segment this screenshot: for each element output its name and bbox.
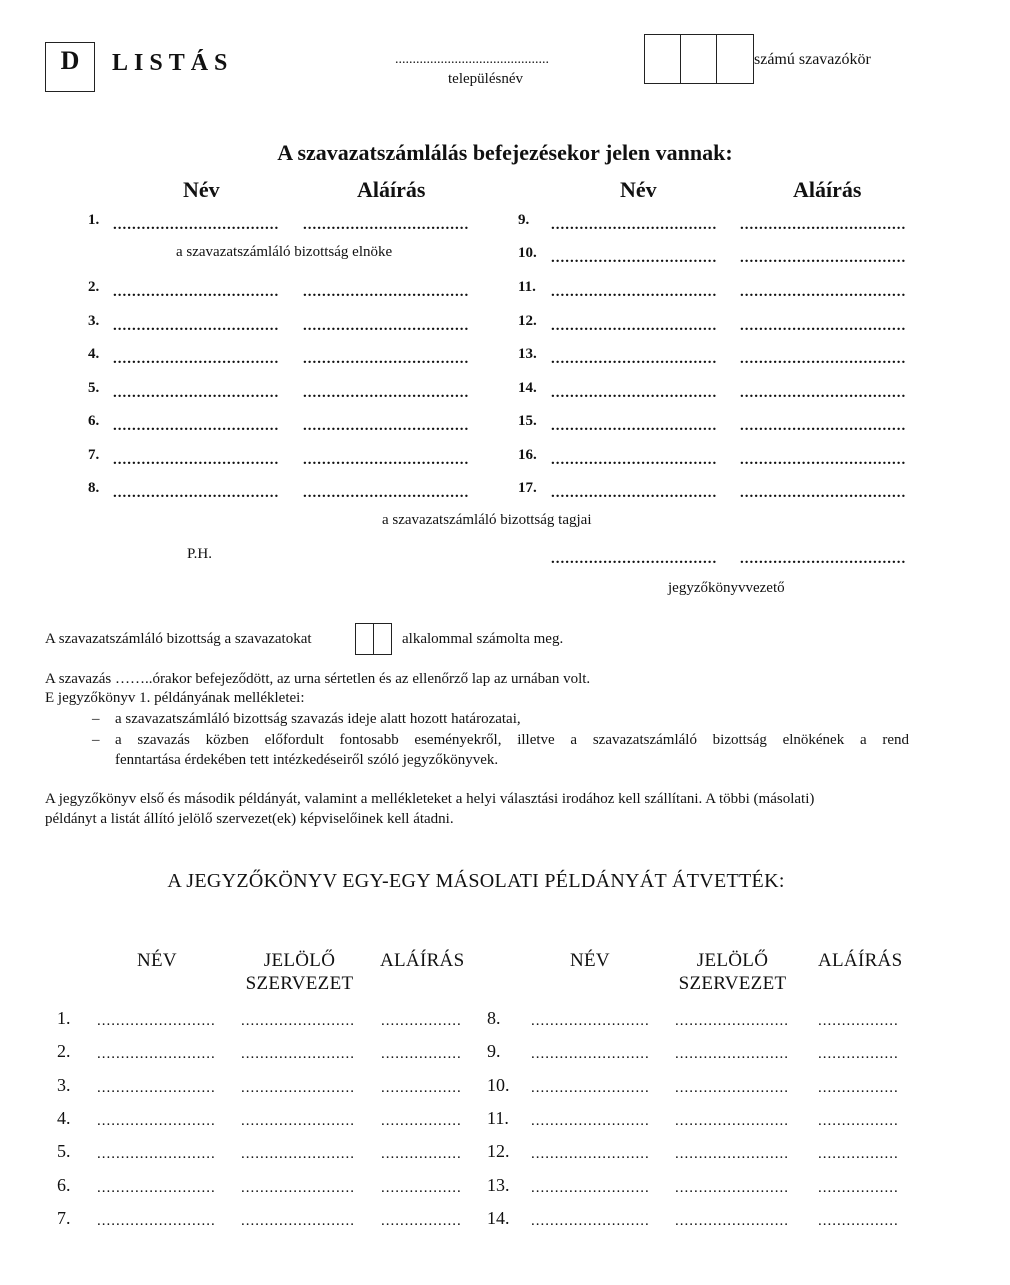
copies-row-number: 1. (57, 1008, 71, 1028)
present-signature-line[interactable]: ................................... (740, 284, 907, 300)
present-name-line[interactable]: ................................... (551, 485, 718, 501)
copies-org-line[interactable]: ........................ (675, 1180, 789, 1196)
form-type: LISTÁS (112, 50, 234, 76)
copies-col-sig-left: ALÁÍRÁS (380, 950, 465, 971)
present-row-number: 14. (518, 380, 537, 396)
present-name-line[interactable]: ................................... (113, 318, 280, 334)
copies-name-line[interactable]: ......................... (97, 1080, 216, 1096)
col-name-left: Név (183, 177, 220, 202)
annex-intro: E jegyzőkönyv 1. példányának mellékletei: (45, 690, 305, 706)
bullet-mark-2: – (92, 732, 100, 748)
copies-org-line[interactable]: ........................ (241, 1013, 355, 1029)
copies-signature-line[interactable]: ................. (818, 1046, 899, 1062)
col-signature-right: Aláírás (793, 177, 862, 202)
district-number-box-3[interactable] (716, 34, 754, 84)
present-row-number: 8. (88, 480, 100, 496)
annex-bullet-1: a szavazatszámláló bizottság szavazás ideje alatt hozott határozatai, (115, 711, 521, 727)
present-name-line[interactable]: ................................... (551, 217, 718, 233)
col-name-right: Név (620, 177, 657, 202)
present-row-number: 16. (518, 447, 537, 463)
present-signature-line[interactable]: ................................... (303, 351, 470, 367)
copies-name-line[interactable]: ......................... (531, 1213, 650, 1229)
code-letter: D (60, 46, 80, 75)
copies-org-line[interactable]: ........................ (675, 1013, 789, 1029)
present-signature-line[interactable]: ................................... (303, 217, 470, 233)
copies-org-line[interactable]: ........................ (675, 1146, 789, 1162)
present-signature-line[interactable]: ................................... (303, 485, 470, 501)
present-signature-line[interactable]: ................................... (740, 351, 907, 367)
copies-title: A JEGYZŐKÖNYV EGY-EGY MÁSOLATI PÉLDÁNYÁT ÁTVETTÉK: (167, 870, 785, 892)
copies-row-number: 14. (487, 1208, 510, 1228)
copies-name-line[interactable]: ......................... (531, 1180, 650, 1196)
present-name-line[interactable]: ................................... (113, 351, 280, 367)
present-signature-line[interactable]: ................................... (740, 485, 907, 501)
annex-bullet-2b: fenntartása érdekében tett intézkedéseiről szóló jegyzőkönyvek. (115, 752, 499, 768)
copies-signature-line[interactable]: ................. (818, 1113, 899, 1129)
copies-name-line[interactable]: ......................... (97, 1113, 216, 1129)
settlement-label: településnév (448, 71, 523, 87)
present-signature-line[interactable]: ................................... (740, 250, 907, 266)
district-label: számú szavazókör (754, 51, 871, 68)
district-number-box-1[interactable] (644, 34, 681, 84)
copies-signature-line[interactable]: ................. (381, 1213, 462, 1229)
copies-signature-line[interactable]: ................. (818, 1080, 899, 1096)
present-name-line[interactable]: ................................... (113, 284, 280, 300)
present-name-line[interactable]: ................................... (113, 418, 280, 434)
copies-row-number: 8. (487, 1008, 501, 1028)
present-name-line[interactable]: ................................... (113, 452, 280, 468)
copies-signature-line[interactable]: ................. (818, 1180, 899, 1196)
present-signature-line[interactable]: ................................... (303, 318, 470, 334)
present-name-line[interactable]: ................................... (551, 385, 718, 401)
copies-name-line[interactable]: ......................... (531, 1146, 650, 1162)
present-name-line[interactable]: ................................... (551, 318, 718, 334)
copies-signature-line[interactable]: ................. (818, 1213, 899, 1229)
copies-row-number: 11. (487, 1108, 509, 1128)
copies-name-line[interactable]: ......................... (97, 1180, 216, 1196)
copies-signature-line[interactable]: ................. (381, 1080, 462, 1096)
closing-line: A szavazás ……..órakor befejeződött, az urna sértetlen és az ellenőrző lap az urnában volt. (45, 671, 591, 687)
present-name-line[interactable]: ................................... (113, 217, 280, 233)
count-box-2[interactable] (373, 623, 392, 655)
copies-org-line[interactable]: ........................ (675, 1213, 789, 1229)
present-row-number: 12. (518, 313, 537, 329)
copies-signature-line[interactable]: ................. (381, 1046, 462, 1062)
copies-row-number: 4. (57, 1108, 71, 1128)
present-signature-line[interactable]: ................................... (303, 418, 470, 434)
copies-org-line[interactable]: ........................ (241, 1046, 355, 1062)
copies-signature-line[interactable]: ................. (381, 1180, 462, 1196)
present-signature-line[interactable]: ................................... (740, 318, 907, 334)
present-name-line[interactable]: ................................... (113, 385, 280, 401)
copies-name-line[interactable]: ......................... (531, 1013, 650, 1029)
present-row-number: 17. (518, 480, 537, 496)
present-row-number: 15. (518, 413, 537, 429)
copies-col-sig-right: ALÁÍRÁS (818, 950, 903, 971)
copies-row-number: 2. (57, 1041, 71, 1061)
counting-after: alkalommal számolta meg. (402, 631, 564, 647)
present-signature-line[interactable]: ................................... (740, 452, 907, 468)
recorder-signature-line[interactable]: ................................... (740, 551, 907, 567)
present-row-number: 7. (88, 447, 100, 463)
present-signature-line[interactable]: ................................... (303, 284, 470, 300)
copies-name-line[interactable]: ......................... (531, 1080, 650, 1096)
copies-row-number: 3. (57, 1075, 71, 1095)
copies-signature-line[interactable]: ................. (818, 1013, 899, 1029)
copies-col-org-left-2: SZERVEZET (245, 973, 354, 994)
copies-org-line[interactable]: ........................ (241, 1113, 355, 1129)
present-row-number: 13. (518, 346, 537, 362)
copies-org-line[interactable]: ........................ (241, 1213, 355, 1229)
present-row-number: 2. (88, 279, 100, 295)
chair-label: a szavazatszámláló bizottság elnöke (176, 244, 393, 260)
copies-col-name-left: NÉV (137, 950, 177, 971)
present-signature-line[interactable]: ................................... (740, 418, 907, 434)
copies-row-number: 10. (487, 1075, 510, 1095)
present-title: A szavazatszámlálás befejezésekor jelen vannak: (277, 140, 733, 165)
district-number-box-2[interactable] (680, 34, 717, 84)
present-name-line[interactable]: ................................... (551, 452, 718, 468)
copies-row-number: 12. (487, 1141, 510, 1161)
copies-signature-line[interactable]: ................. (381, 1113, 462, 1129)
present-name-line[interactable]: ................................... (113, 485, 280, 501)
copies-row-number: 9. (487, 1041, 501, 1061)
present-row-number: 10. (518, 245, 537, 261)
copies-col-name-right: NÉV (570, 950, 610, 971)
delivery-para-1: A jegyzőkönyv első és második példányát, valamint a mellékleteket a helyi választási irodához kell szállítani. A többi (másolati) (45, 791, 815, 807)
copies-row-number: 5. (57, 1141, 71, 1161)
delivery-para-2: példányt a listát állító jelölő szervezet(ek) képviselőinek kell átadni. (45, 811, 454, 827)
copies-name-line[interactable]: ......................... (531, 1046, 650, 1062)
members-label: a szavazatszámláló bizottság tagjai (382, 512, 592, 528)
copies-col-org-right-1: JELÖLŐ (696, 950, 769, 971)
copies-org-line[interactable]: ........................ (675, 1080, 789, 1096)
col-signature-left: Aláírás (357, 177, 426, 202)
copies-name-line[interactable]: ......................... (97, 1013, 216, 1029)
copies-org-line[interactable]: ........................ (241, 1080, 355, 1096)
copies-org-line[interactable]: ........................ (241, 1180, 355, 1196)
present-signature-line[interactable]: ................................... (303, 385, 470, 401)
copies-row-number: 7. (57, 1208, 71, 1228)
present-name-line[interactable]: ................................... (551, 418, 718, 434)
count-box-1[interactable] (355, 623, 374, 655)
counting-before: A szavazatszámláló bizottság a szavazatokat (45, 631, 312, 647)
present-signature-line[interactable]: ................................... (740, 217, 907, 233)
present-signature-line[interactable]: ................................... (740, 385, 907, 401)
copies-name-line[interactable]: ......................... (97, 1146, 216, 1162)
copies-col-org-left-1: JELÖLŐ (263, 950, 336, 971)
present-name-line[interactable]: ................................... (551, 250, 718, 266)
copies-name-line[interactable]: ......................... (97, 1213, 216, 1229)
present-row-number: 11. (518, 279, 536, 295)
annex-bullet-2a: a szavazás közben előfordult fontosabb eseményekről, illetve a szavazatszámláló bizottság elnökének a rend (115, 732, 909, 748)
copies-row-number: 13. (487, 1175, 510, 1195)
copies-org-line[interactable]: ........................ (675, 1046, 789, 1062)
present-row-number: 3. (88, 313, 100, 329)
copies-signature-line[interactable]: ................. (381, 1146, 462, 1162)
present-signature-line[interactable]: ................................... (303, 452, 470, 468)
copies-org-line[interactable]: ........................ (675, 1113, 789, 1129)
present-row-number: 1. (88, 212, 100, 228)
present-row-number: 5. (88, 380, 100, 396)
present-row-number: 9. (518, 212, 530, 228)
ph-label: P.H. (187, 546, 213, 562)
recorder-label: jegyzőkönyvvezető (668, 580, 785, 596)
copies-signature-line[interactable]: ................. (381, 1013, 462, 1029)
present-row-number: 4. (88, 346, 100, 362)
copies-row-number: 6. (57, 1175, 71, 1195)
copies-signature-line[interactable]: ................. (818, 1146, 899, 1162)
copies-org-line[interactable]: ........................ (241, 1146, 355, 1162)
copies-name-line[interactable]: ......................... (97, 1046, 216, 1062)
copies-name-line[interactable]: ......................... (531, 1113, 650, 1129)
present-name-line[interactable]: ................................... (551, 351, 718, 367)
present-name-line[interactable]: ................................... (551, 284, 718, 300)
bullet-mark-1: – (92, 711, 100, 727)
present-row-number: 6. (88, 413, 100, 429)
copies-col-org-right-2: SZERVEZET (678, 973, 787, 994)
recorder-name-line[interactable]: ................................... (551, 551, 718, 567)
settlement-dots[interactable]: ............................................ (395, 52, 549, 67)
